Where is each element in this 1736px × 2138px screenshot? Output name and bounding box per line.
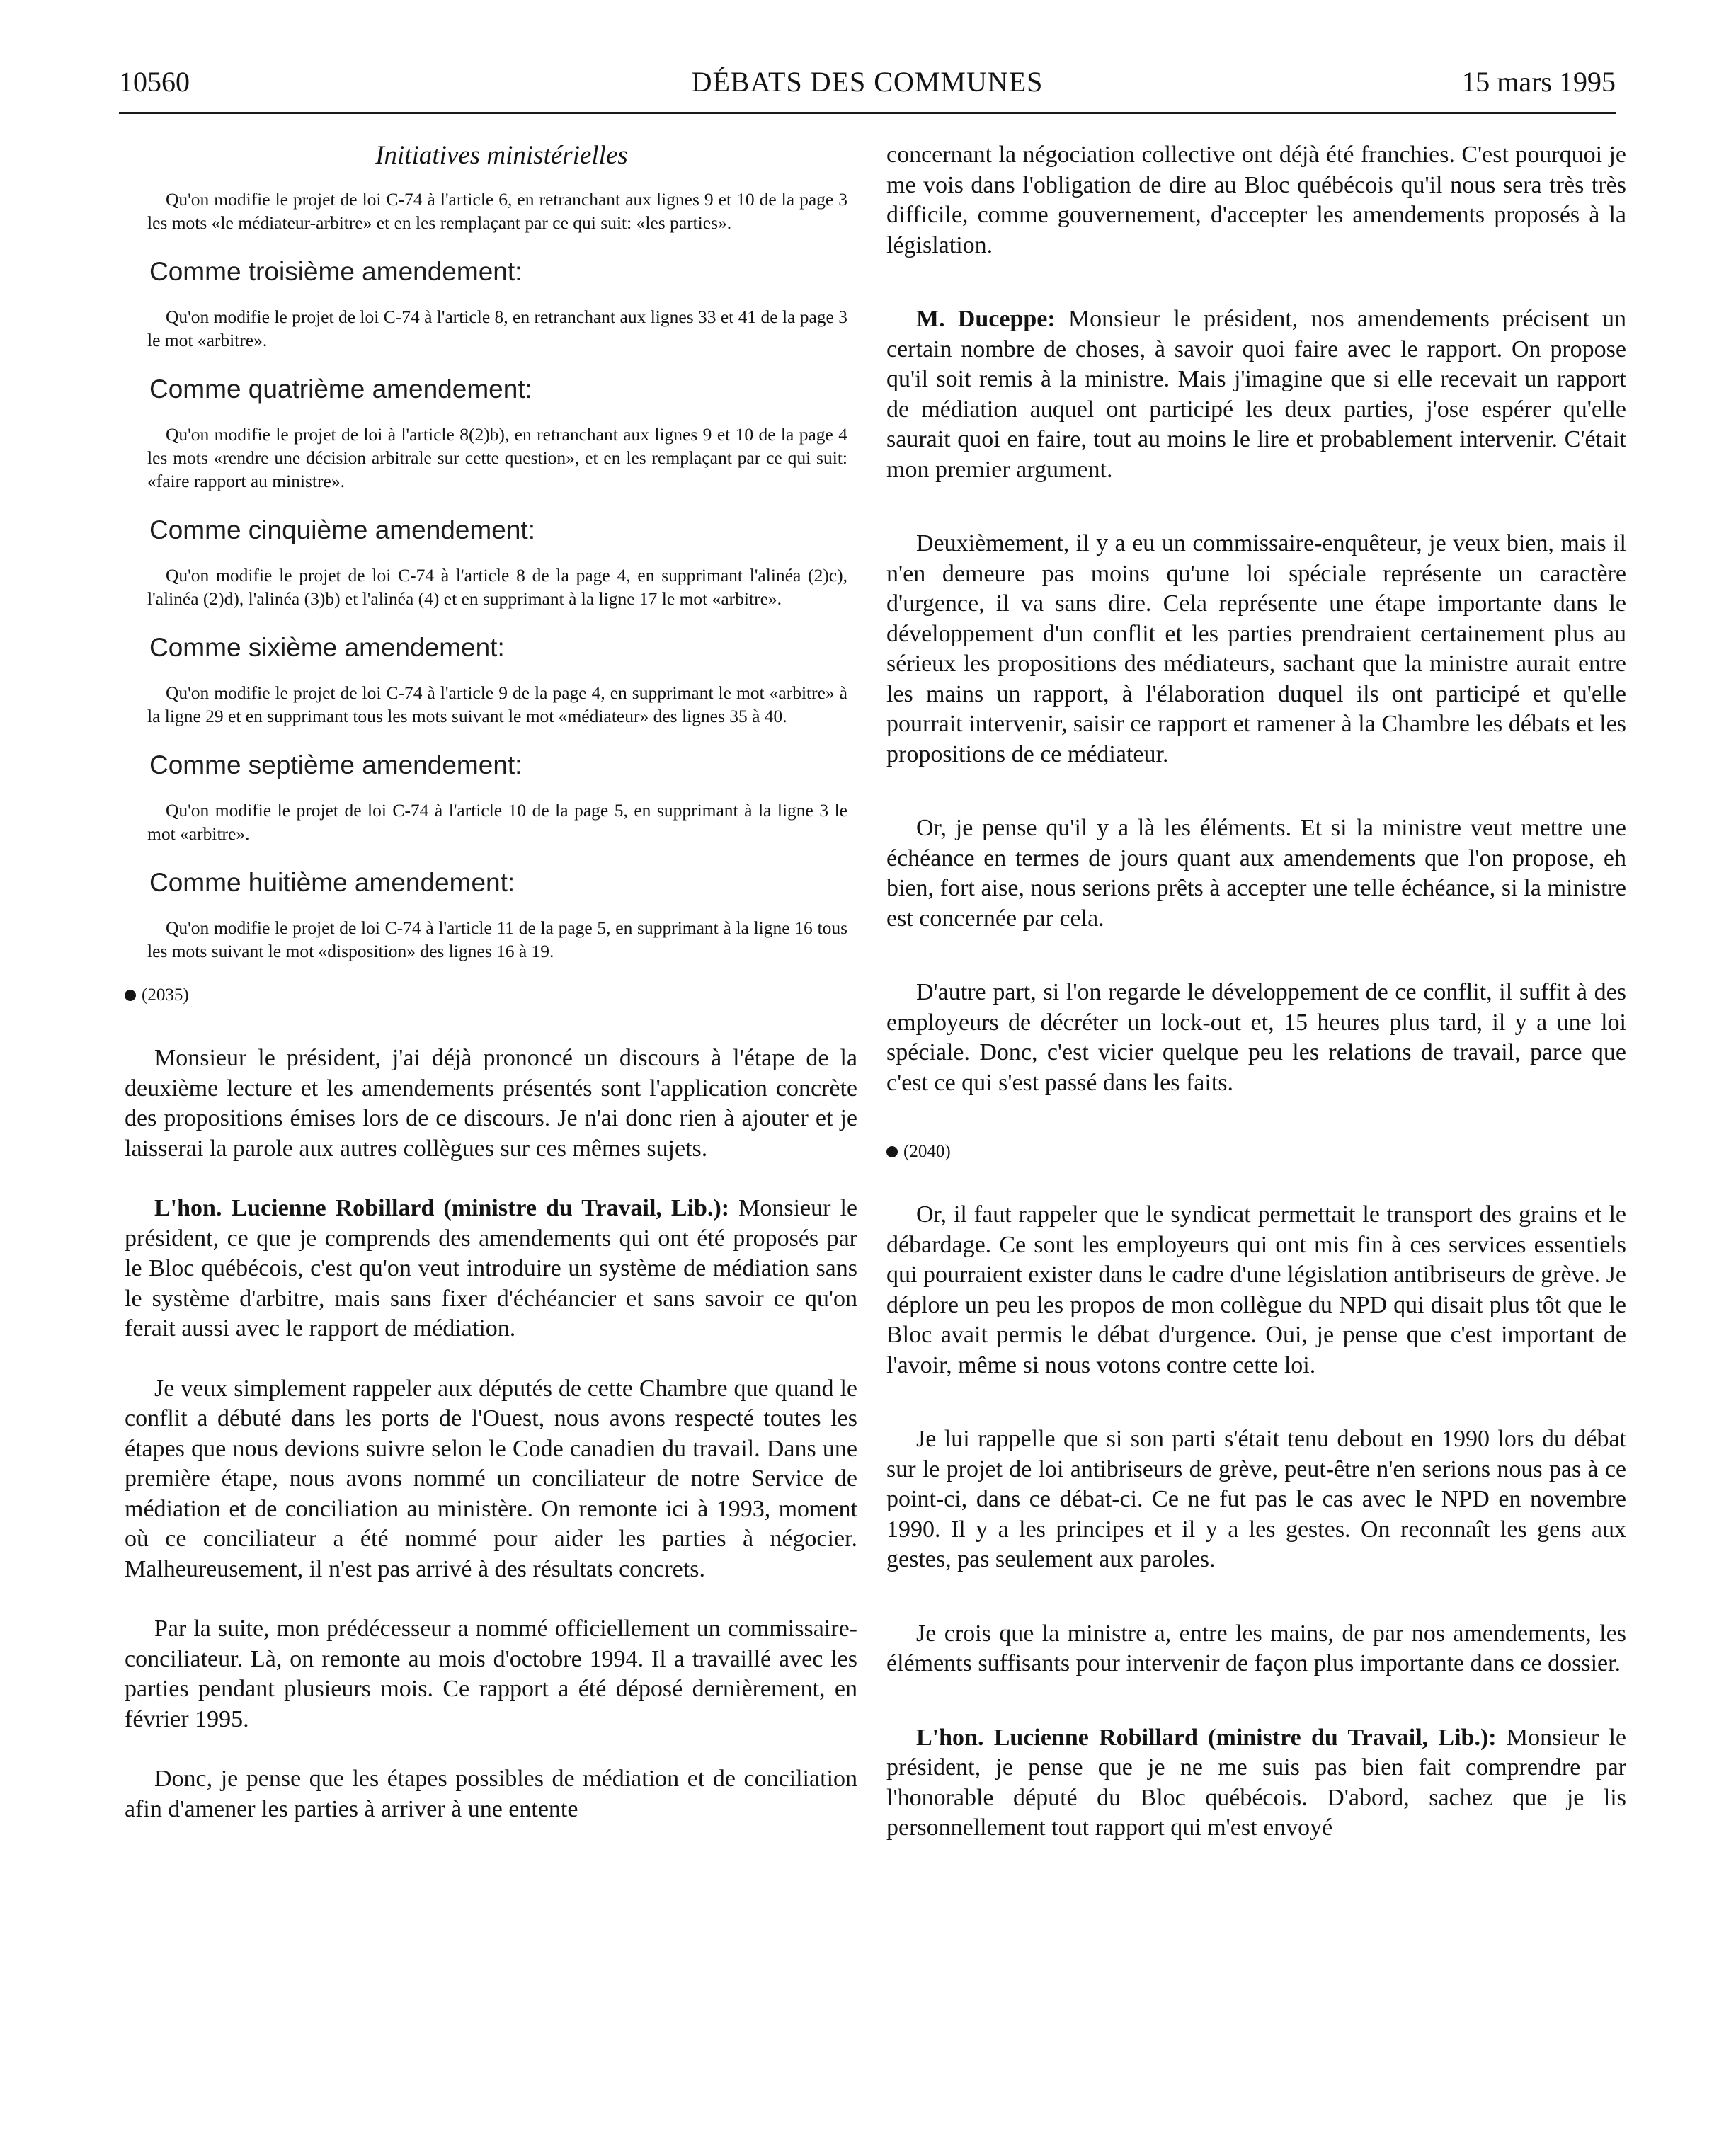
- amendment-motion: Qu'on modifie le projet de loi C-74 à l'article 8, en retranchant aux lignes 33 et 41 de la page 3 le mot «arbitre».: [147, 307, 847, 350]
- speaker-name: L'hon. Lucienne Robillard (ministre du Travail, Lib.):: [154, 1195, 730, 1221]
- speech-paragraph: [886, 304, 1626, 485]
- time-marker: [886, 1142, 1626, 1162]
- paragraph-text: Monsieur le président, j'ai déjà prononcé un discours à l'étape de la deuxième lecture et les amendements présentés sont l'application concrète des propositions émises lors de ce discours. Je n'ai donc rien à ajouter et je laisserai la parole aux autres collègues sur ces mêmes sujets.: [125, 1045, 857, 1162]
- amendment-motion: Qu'on modifie le projet de loi C-74 à l'article 8 de la page 4, en supprimant l'alinéa (2)c), l'alinéa (2)d), l'alinéa (3)b) et l'alinéa (4) et en supprimant à la ligne 17 le mot «arbitre».: [147, 565, 847, 609]
- page-header: [119, 65, 1616, 114]
- paragraph-text: Or, je pense qu'il y a là les éléments. Et si la ministre veut mettre une échéance en termes de jours quant aux amendements que l'on propose, eh bien, fort aise, nous serions prêts à accepter une telle échéance, si la ministre est concernée par cela.: [886, 815, 1626, 932]
- right-speech-after: [886, 1200, 1626, 1843]
- paragraph-text: Or, il faut rappeler que le syndicat permettait le transport des grains et le débardage. Ce sont les employeurs qui ont mis fin à ces services essentiels qui pourraient exister dans le cadre d'une législation antibriseurs de grève. Je déplore un peu les propos de mon collègue du NPD qui disait plus tôt que le Bloc avait permis le débat d'urgence. Oui, je pense que c'est important de l'avoir, même si nous votons contre cette loi.: [886, 1201, 1626, 1378]
- amendment-heading: Comme huitième amendement:: [149, 868, 515, 897]
- time-marker-label: (2040): [903, 1142, 951, 1161]
- speech-paragraph: [125, 1764, 857, 1824]
- speech-paragraph: [886, 529, 1626, 770]
- amendment-heading: Comme troisième amendement:: [149, 257, 522, 286]
- speech-paragraph: [125, 1194, 857, 1344]
- paragraph-text: Je lui rappelle que si son parti s'était tenu debout en 1990 lors du débat sur le projet de loi antibriseurs de grève, peut-être n'en serions nous pas à ce point-ci, dans ce débat-ci. Ce ne fut pas le cas avec le NPD en novembre 1990. Il y a les principes et il y a les gestes. On reconnaît les gens aux gestes, pas seulement aux paroles.: [886, 1426, 1626, 1572]
- amendment-motion: Qu'on modifie le projet de loi C-74 à l'article 6, en retranchant aux lignes 9 et 10 de la page 3 les mots «le médiateur-arbitre» et en les remplaçant par ce qui suit: «les parties».: [147, 189, 847, 233]
- amendment-motion: Qu'on modifie le projet de loi C-74 à l'article 11 de la page 5, en supprimant à la ligne 16 tous les mots suivant le mot «disposition» des lignes 16 à 19.: [147, 917, 847, 961]
- time-marker: [125, 985, 857, 1005]
- amendment-heading: Comme sixième amendement:: [149, 633, 505, 662]
- speaker-name: M. Duceppe:: [916, 306, 1056, 332]
- amendment-motion: Qu'on modifie le projet de loi à l'article 8(2)b), en retranchant aux lignes 9 et 10 de la page 4 les mots «rendre une décision arbitrale sur cette question», et en les remplaçant par ce qui suit: «faire rapport au ministre».: [147, 424, 847, 491]
- speaker-name: L'hon. Lucienne Robillard (ministre du Travail, Lib.):: [916, 1724, 1497, 1751]
- paragraph-text: Deuxièmement, il y a eu un commissaire-enquêteur, je veux bien, mais il n'en demeure pas moins qu'une loi spéciale représente un caractère d'urgence, il va sans dire. Cela représente une étape importante dans le développement d'un conflit et les parties prendraient certainement plus au sérieux les propositions des médiateurs, sachant que la ministre aurait entre les mains un rapport, à l'élaboration duquel ils ont participé et qu'elle pourrait intervenir, saisir ce rapport et ramener à la Chambre les débats et les propositions de ce médiateur.: [886, 530, 1626, 767]
- right-speech-before: [886, 140, 1626, 1098]
- amendment-motion: Qu'on modifie le projet de loi C-74 à l'article 9 de la page 4, en supprimant le mot «arbitre» à la ligne 29 et en supprimant tous les mots suivant le mot «médiateur» des lignes 35 à 40.: [147, 682, 847, 726]
- section-title: Initiatives ministérielles: [375, 141, 628, 170]
- speech-paragraph: [886, 813, 1626, 934]
- speech-paragraph: [125, 1044, 857, 1164]
- bullet-dot-icon: [125, 990, 136, 1001]
- publication-title: DÉBATS DES COMMUNES: [691, 66, 1044, 98]
- speech-paragraph: [886, 1424, 1626, 1575]
- amendment-heading: Comme septième amendement:: [149, 750, 522, 779]
- left-column: [125, 140, 857, 1854]
- speech-paragraph: [886, 1200, 1626, 1380]
- paragraph-text: Je crois que la ministre a, entre les mains, de par nos amendements, les éléments suffisants pour intervenir de façon plus importante dans ce dossier.: [886, 1620, 1626, 1676]
- time-marker-label: (2035): [142, 985, 189, 1005]
- paragraph-text: Monsieur le président, je pense que je ne me suis pas bien fait comprendre par l'honorable député du Bloc québécois. D'abord, sachez que je lis personnellement tout rapport qui m'est envoyé: [886, 1724, 1627, 1841]
- right-column: [886, 140, 1626, 1887]
- paragraph-text: Donc, je pense que les étapes possibles de médiation et de conciliation afin d'amener les parties à arriver à une entente: [125, 1766, 857, 1822]
- speech-paragraph: [886, 140, 1626, 261]
- amendment-motion: Qu'on modifie le projet de loi C-74 à l'article 10 de la page 5, en supprimant à la ligne 3 le mot «arbitre».: [147, 800, 847, 844]
- amendment-heading: Comme quatrième amendement:: [149, 375, 532, 404]
- bullet-dot-icon: [886, 1146, 898, 1157]
- speech-paragraph: [886, 978, 1626, 1098]
- paragraph-text: Monsieur le président, ce que je comprends des amendements qui ont été proposés par le Bloc québécois, c'est qu'on veut introduire un système de médiation sans le système d'arbitre, mais sans fixer d'échéancier et sans savoir ce qu'on ferait aussi avec le rapport de médiation.: [125, 1195, 858, 1342]
- paragraph-text: concernant la négociation collective ont déjà été franchies. C'est pourquoi je me vois dans l'obligation de dire au Bloc québécois qu'il nous sera très très difficile, comme gouvernement, d'accepter les amendements proposés à la législation.: [886, 142, 1626, 258]
- left-speech: [125, 1044, 857, 1824]
- speech-paragraph: [125, 1374, 857, 1585]
- paragraph-text: Je veux simplement rappeler aux députés de cette Chambre que quand le conflit a débuté dans les ports de l'Ouest, nous avons respecté toutes les étapes que nous devions suivre selon le Code canadien du travail. Dans une première étape, nous avons nommé un conciliateur de notre Service de médiation et de conciliation au ministère. On remonte ici à 1993, moment où ce conciliateur a été nommé pour aider les parties à négocier. Malheureusement, il n'est pas arrivé à des résultats concrets.: [125, 1375, 857, 1582]
- speech-paragraph: [886, 1619, 1626, 1679]
- paragraph-text: Monsieur le président, nos amendements précisent un certain nombre de choses, à savoir quoi faire avec le rapport. On propose qu'il soit remis à la ministre. Mais j'imagine que si elle recevait un rapport de médiation auquel ont participé les deux parties, j'ose espérer qu'elle saurait quoi en faire, tout au moins le lire et probablement intervenir. C'était mon premier argument.: [886, 306, 1627, 483]
- paragraph-text: D'autre part, si l'on regarde le développement de ce conflit, il suffit à des employeurs de décréter un lock-out et, 15 heures plus tard, il y a une loi spéciale. Donc, c'est vicier quelque peu les relations de travail, parce que c'est ce qui s'est passé dans les faits.: [886, 979, 1626, 1096]
- speech-paragraph: [886, 1723, 1626, 1843]
- speech-paragraph: [125, 1614, 857, 1734]
- paragraph-text: Par la suite, mon prédécesseur a nommé officiellement un commissaire-conciliateur. Là, on remonte au mois d'octobre 1994. Il a travaillé avec les parties pendant plusieurs mois. Ce rapport a été déposé dernièrement, en février 1995.: [125, 1616, 857, 1732]
- page-number: 10560: [119, 66, 190, 98]
- page-date: 15 mars 1995: [1461, 66, 1616, 98]
- amendment-heading: Comme cinquième amendement:: [149, 515, 535, 544]
